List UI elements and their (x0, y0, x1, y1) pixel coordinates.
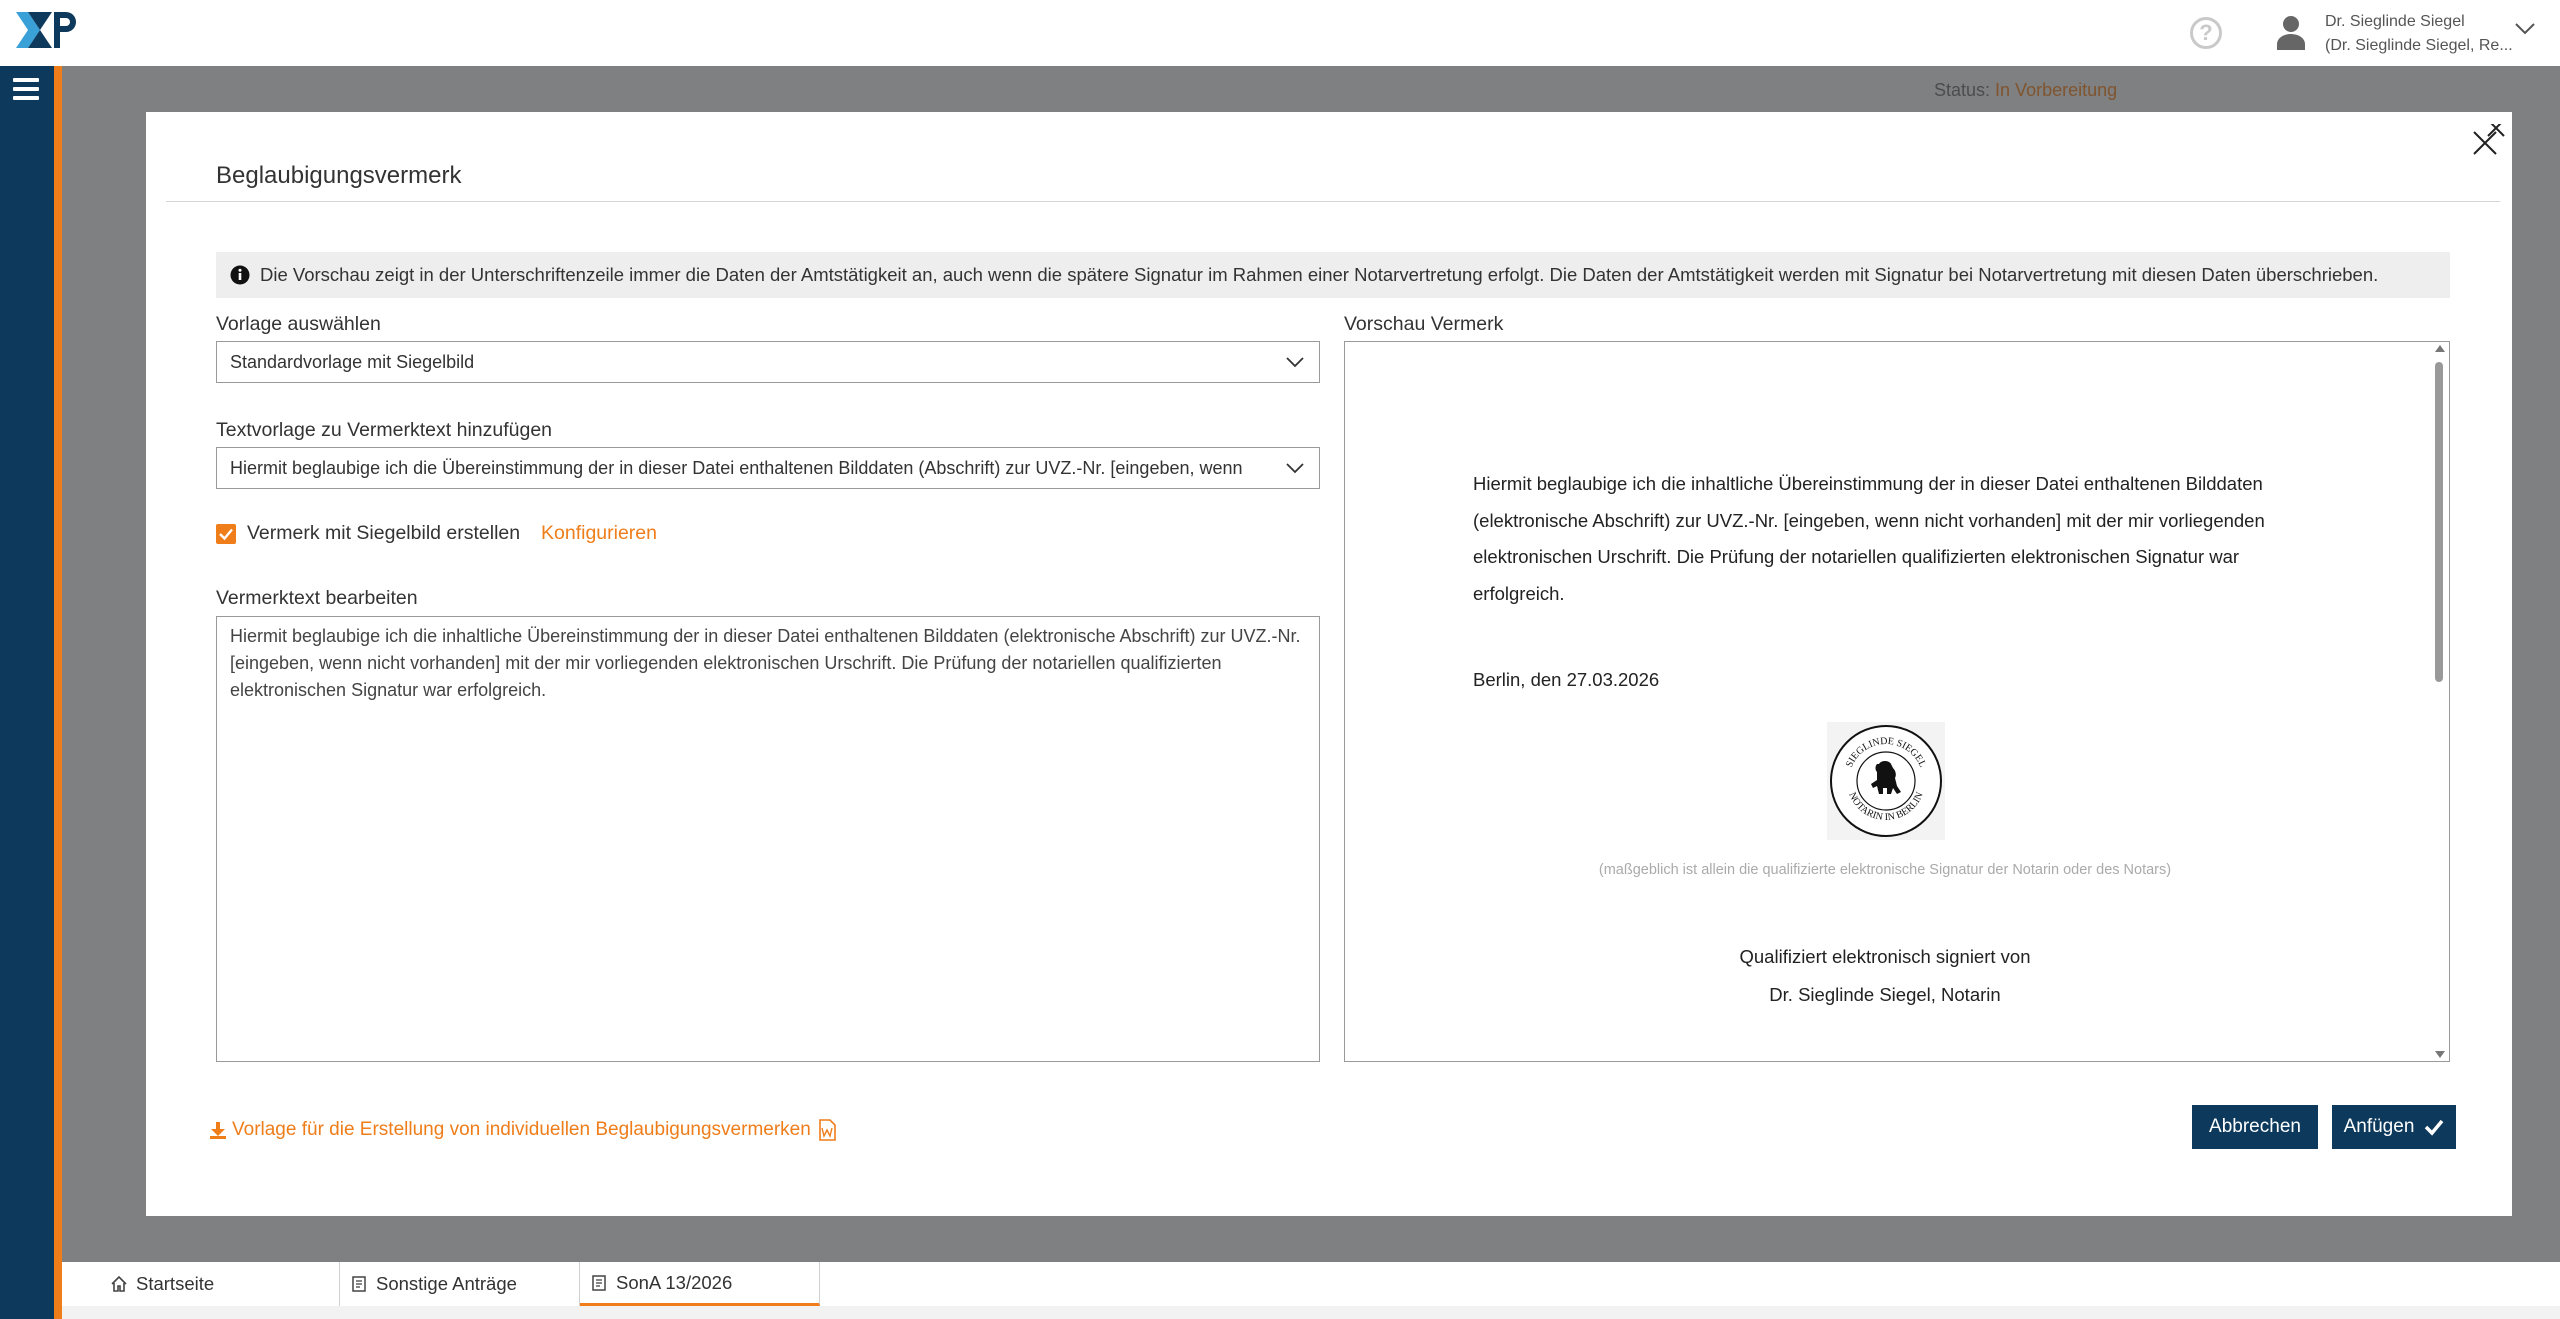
tab-sonstige-antraege[interactable] (340, 1262, 580, 1306)
chevron-down-icon (1285, 461, 1305, 475)
info-box (216, 252, 2450, 298)
beglaubigungsvermerk-dialog (146, 112, 2512, 1216)
add-button-label: Anfügen (2343, 1116, 2415, 1137)
tab-label: Sonstige Anträge (376, 1273, 517, 1294)
top-bar (0, 0, 2560, 66)
preview-body-text: Hiermit beglaubige ich die inhaltliche Übereinstimmung der in dieser Datei enthaltenen Bilddaten (elektronische Abschrift) zur UVZ.-Nr. [eingeben, wenn nicht vorhanden] mit der mir vorliegenden elektronischen Urschrift. Die Prüfung der notariellen qualifizierten elektronischen Signatur war erfolgreich. (1473, 473, 2265, 604)
info-text: Die Vorschau zeigt in der Unterschriftenzeile immer die Daten der Amtstätigkeit an, auch wenn die spätere Signatur im Rahmen einer Notarvertretung erfolgt. Die Daten der Amtstätigkeit werden mit Signatur bei Notarvertretung mit diesen Daten überschrieben. (260, 264, 2379, 285)
user-name-line1: Dr. Sieglinde Siegel (2325, 13, 2465, 30)
app-logo[interactable] (14, 8, 78, 56)
preview-date-line: Berlin, den 27.03.2026 (1473, 669, 1660, 690)
home-icon (110, 1275, 128, 1293)
tab-label: SonA 13/2026 (616, 1271, 733, 1293)
sidebar (0, 66, 54, 1319)
title-divider (166, 201, 2500, 202)
chevron-down-icon[interactable] (2514, 22, 2536, 36)
sidebar-accent-bar (54, 66, 62, 1319)
preview-panel[interactable] (1344, 341, 2450, 1062)
preview-signed-line1: Qualifiziert elektronisch signiert von (1739, 946, 2031, 967)
tab-startseite[interactable] (100, 1262, 340, 1306)
textvorlage-select[interactable] (216, 447, 1320, 489)
svg-text:NOTARIN IN BERLIN: NOTARIN IN BERLIN (1846, 790, 1926, 824)
edit-label: Vermerktext bearbeiten (216, 587, 418, 609)
preview-signature-block (1345, 938, 2425, 1014)
siegelbild-checkbox[interactable] (216, 524, 236, 544)
tab-label: Startseite (136, 1273, 215, 1294)
template-select[interactable] (216, 341, 1320, 383)
preview-note: (maßgeblich ist allein die qualifizierte elektronische Signatur der Notarin oder des Notars) (1598, 862, 2172, 878)
textvorlage-label: Textvorlage zu Vermerktext hinzufügen (216, 419, 553, 441)
seal-image (1827, 722, 1945, 840)
info-icon (230, 265, 250, 285)
vermerktext-textarea[interactable] (216, 616, 1320, 1062)
document-icon (350, 1275, 368, 1293)
dialog-title: Beglaubigungsvermerk (216, 162, 462, 189)
preview-label: Vorschau Vermerk (1344, 313, 1504, 335)
user-name-line2: (Dr. Sieglinde Siegel, Re... (2325, 37, 2513, 54)
configure-link[interactable]: Konfigurieren (541, 522, 657, 544)
tab-sona-13-2026[interactable] (580, 1262, 820, 1306)
download-icon (208, 1120, 228, 1140)
download-template-label: Vorlage für die Erstellung von individuellen Beglaubigungsvermerken (232, 1119, 811, 1140)
siegelbild-checkbox-label[interactable]: Vermerk mit Siegelbild erstellen (247, 522, 521, 544)
user-menu[interactable] (2325, 10, 2513, 58)
add-button[interactable] (2332, 1105, 2456, 1149)
preview-signed-line2: Dr. Sieglinde Siegel, Notarin (1769, 984, 2001, 1005)
download-template-link[interactable] (208, 1119, 837, 1141)
textvorlage-select-value: Hiermit beglaubige ich die Übereinstimmung der in dieser Datei enthaltenen Bilddaten (Abschrift) zur UVZ.-Nr. [eingeben, wenn (230, 458, 1243, 478)
bottom-strip (62, 1306, 2560, 1319)
preview-scroll-thumb[interactable] (2435, 362, 2443, 682)
checkmark-icon (216, 524, 236, 544)
help-icon[interactable]: ? (2190, 17, 2222, 49)
template-label: Vorlage auswählen (216, 313, 381, 335)
cancel-button[interactable]: Abbrechen (2192, 1105, 2318, 1149)
checkmark-icon (2424, 1118, 2444, 1136)
template-select-value: Standardvorlage mit Siegelbild (230, 352, 475, 372)
close-icon[interactable] (2468, 124, 2508, 164)
hamburger-menu-icon[interactable] (13, 78, 39, 100)
document-icon (590, 1274, 608, 1292)
tab-bar (100, 1262, 2482, 1306)
user-icon[interactable] (2276, 14, 2306, 50)
chevron-down-icon (1285, 355, 1305, 369)
svg-text:SIEGLINDE SIEGEL: SIEGLINDE SIEGEL (1844, 735, 1928, 770)
word-file-icon (817, 1119, 837, 1141)
